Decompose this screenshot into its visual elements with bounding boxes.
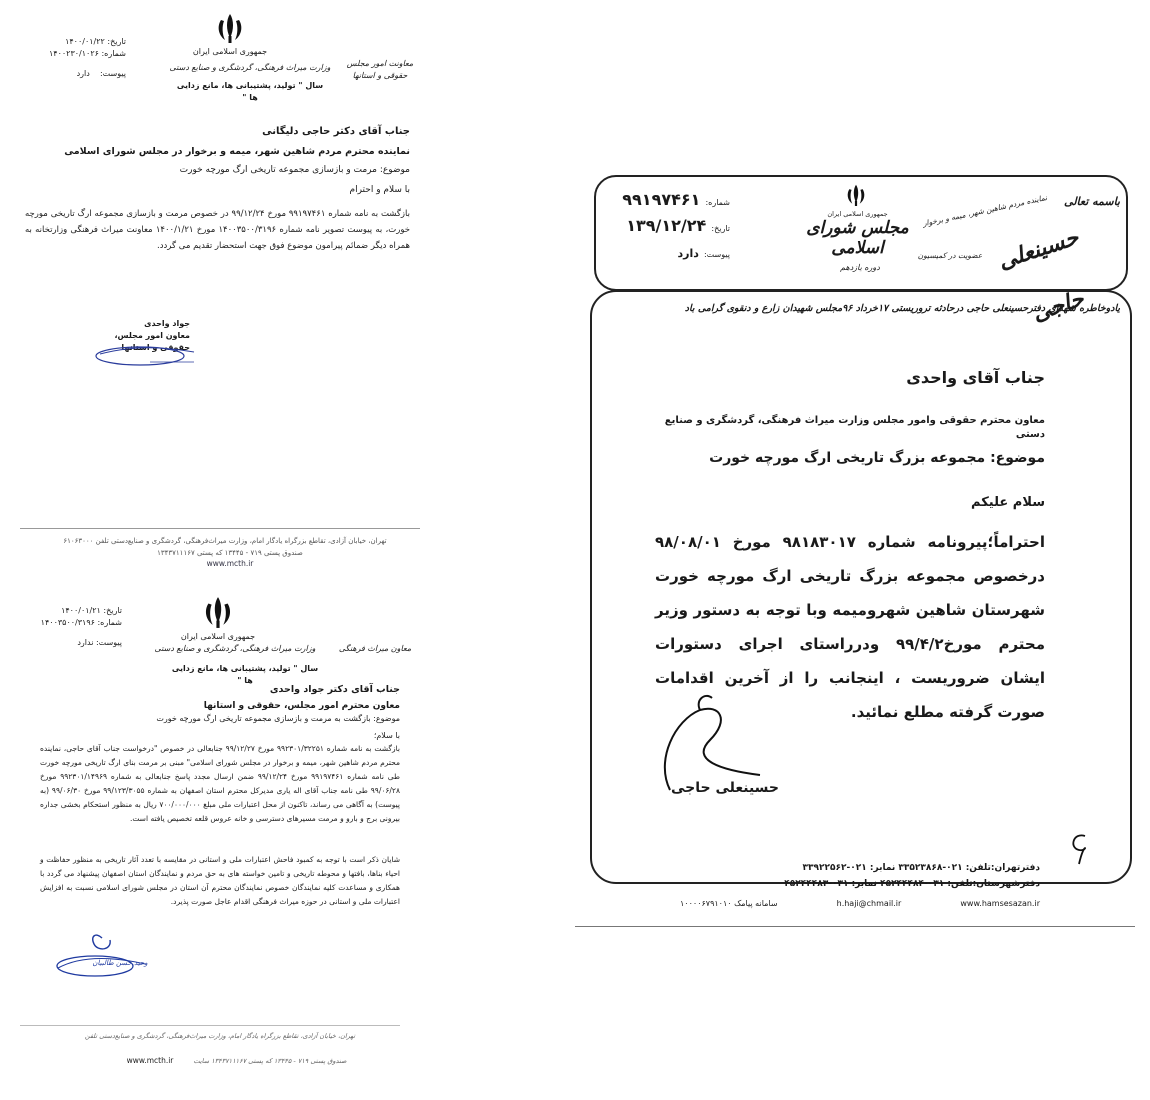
heading-basmala: باسمه تعالی <box>1064 195 1120 208</box>
ministry-title: وزارت میراث فرهنگی، گردشگری و صنایع دستی <box>169 63 331 72</box>
signer-name: جواد واحدی <box>144 319 190 328</box>
footer-tehran: دفترتهران:تلفن: ۰۲۱-۳۳۵۲۳۸۶۸ نمابر: ۰۲۱-۳۳۹۲۲۵۶۲ <box>802 863 1040 873</box>
footer-address: تهران، خیابان آزادی، تقاطع بزرگراه یادگار امام، وزارت میراث‌فرهنگی، گردشگری و صنایع‌دستی تلفن <box>84 1032 356 1040</box>
footer-address: تهران، خیابان آزادی، تقاطع بزرگراه یادگار امام، وزارت میراث‌فرهنگی، گردشگری و صنایع‌دستی تلفن ۶۱۰۶۳۰۰۰ <box>63 537 387 545</box>
year-slogan: سال " تولید، پشتیبانی ها، مانع زدایی ها " <box>176 81 324 102</box>
addressee-role: نماینده محترم مردم شاهین شهر، میمه و برخوار در مجلس شورای اسلامی <box>64 146 410 157</box>
date-label: تاریخ: <box>107 37 126 46</box>
letter-1 <box>0 0 440 580</box>
iran-emblem <box>215 12 245 44</box>
footer-links <box>680 898 1040 910</box>
signer-name: وحید حسن طالبیان <box>92 959 148 967</box>
body-text: احتراماً؛پیرونامه شماره ۹۸۱۸۳۰۱۷ مورخ ۹۸/۰۸/۰۱ درخصوص مجموعه بزرگ تاریخی ارگ مورچه خورت شهرستان شاهین شهرومیمه وبا توجه به دستور وزیر محترم مورخ۹۹/۴/۲ ودرراستای اجرای دستورات ایشان ضروریست ، اینجانب را از آخرین اقدامات صورت گرفته مطلع نمائید. <box>655 533 1046 721</box>
footer-web[interactable]: www.mcth.ir <box>206 559 254 568</box>
addressee-role: معاون محترم امور مجلس، حقوقی و استانها <box>203 701 400 711</box>
body-text: بازگشت به نامه شماره ۹۹۲۳۰۱/۳۲۲۵۱ مورخ ۹۹/۱۲/۲۷ جنابعالی در خصوص "درخواست جناب آقای حاجی، نماینده محترم مردم شاهین شهر، میمه و برخوار در مجلس شورای اسلامی" مبنی بر مرمت بنای ارگ تاریخی مورچه خورت طی نامه شماره ۹۹۱۹۷۴۶۱ مورخ ۹۹/۱۲/۲۴ ضمن ارسال مجدد پاسخ جنابعالی به شماره ۹۹۲۳۰۱/۱۴۹۶۹ مورخ ۹۹/۰۶/۲۸ طی نامه جناب آقای اله یاری مدیرکل محترم استان اصفهان به شماره ۹۹/۱۲۳/۳۰۵۵ مورخ ۹۹/۰۶/۳۰ (به پیوست) به آگاهی می رساند، تاکنون از محل اعتبارات ملی مبلغ ۷۰۰/۰۰۰/۰۰۰ ریال به منظور استحکام بخشی جداره بیرونی برج و بارو و مرمت مسیرهای دسترسی و خانه عروس قلعه تخصیص یافته است. <box>40 744 400 823</box>
handwritten-mark <box>1065 828 1095 868</box>
attachment-label: پیوست: <box>95 638 122 647</box>
republic-title: جمهوری اسلامی ایران <box>180 632 256 641</box>
date-value: ۱۴۰۰/۰۱/۲۲ <box>65 37 105 46</box>
addressee-role: معاون محترم حقوقی وامور مجلس وزارت میراث فرهنگی، گردشگری و صنایع دستی <box>664 415 1045 440</box>
footer-city: دفترشهرستان:تلفن: ۰۳۱-۴۵۲۴۴۴۸۴ نمابر: ۰۳۱-۴۵۲۴۴۴۸۳ <box>784 879 1040 889</box>
addressee: جناب آقای واحدی <box>906 368 1045 387</box>
meta-block <box>16 36 126 80</box>
subject: موضوع: مجموعه بزرگ تاریخی ارگ مورچه خورت <box>709 450 1045 466</box>
sender-role-2: عضویت در کمیسیون <box>917 251 983 260</box>
ministry-title: وزارت میراث فرهنگی، گردشگری و صنایع دستی <box>154 644 316 653</box>
footer-web[interactable]: www.hamsesazan.ir <box>960 899 1040 908</box>
attachment-value: دارد <box>76 69 90 78</box>
signature-1 <box>90 340 200 370</box>
letter3-meta <box>610 190 730 261</box>
majlis-title: مجلس شورای اسلامی <box>806 218 909 258</box>
memorial-line: یادوخاطره شهدای دفترحسینعلی حاجی درحادثه تروریستی ۱۷خرداد ۹۶مجلس شهیدان زارع و دنقوی گرامی باد <box>684 303 1120 314</box>
number-value: ۱۴۰۰۲۳۰/۱۰۲۶ <box>48 49 99 58</box>
number-label: شماره: <box>97 618 122 627</box>
sender-role: نماینده مردم شاهین شهر، میمه و برخوار <box>921 192 1048 229</box>
number-value: ۹۹۱۹۷۴۶۱ <box>622 190 701 209</box>
signer-title: معاون امور مجلس، حقوقی و استانها <box>114 331 190 352</box>
date-value: ۱۴۰۰/۰۱/۲۱ <box>61 606 101 615</box>
attachment-value: دارد <box>677 247 699 260</box>
number-value: ۱۴۰۰۳۵۰۰/۳۱۹۶ <box>40 618 95 627</box>
republic-title: جمهوری اسلامی ایران <box>192 47 268 56</box>
date-label: تاریخ: <box>103 606 122 615</box>
greeting: با سلام؛ <box>373 731 400 740</box>
number-label: شماره: <box>705 198 730 207</box>
subject: موضوع: بازگشت به مرمت و بازسازی مجموعه تاریخی ارگ مورچه خورت <box>156 714 400 723</box>
date-value: ۱۳۹/۱۲/۲۴ <box>626 216 707 235</box>
republic-title: جمهوری اسلامی ایران <box>827 210 888 218</box>
addressee: جناب آقای دکتر حاجی دلیگانی <box>262 126 410 137</box>
year-slogan: سال " تولید، پشتیبانی ها، مانع زدایی ها " <box>171 664 319 685</box>
majlis-term: دوره یازدهم <box>840 263 880 272</box>
meta-block <box>12 605 122 649</box>
iran-emblem <box>202 595 234 629</box>
greeting: سلام علیکم <box>971 495 1045 510</box>
number-label: شماره: <box>101 49 126 58</box>
iran-emblem <box>845 183 867 207</box>
signer-name: حسینعلی حاجی <box>670 780 780 796</box>
greeting: با سلام و احترام <box>349 185 410 195</box>
footer-postal: صندوق پستی ۷۱۹ - ۱۳۴۴۵ که پستی ۱۳۴۳۷۱۱۱۶۷ سایت <box>193 1057 347 1065</box>
footer-web[interactable]: www.mcth.ir <box>126 1056 174 1065</box>
letter-2 <box>0 585 440 1095</box>
attachment-label: پیوست: <box>99 69 126 78</box>
attachment-value: ندارد <box>77 638 94 647</box>
footer-email[interactable]: h.haji@chmail.ir <box>836 899 902 908</box>
addressee: جناب آقای دکتر جواد واحدی <box>269 684 400 695</box>
sender-department: معاونت امور مجلس حقوقی و استانها <box>346 59 414 80</box>
body-text-2: شایان ذکر است با توجه به کمبود فاحش اعتبارات ملی و استانی در مقایسه با تعدد آثار تاریخی به منظور حفاظت و احیاء بناها، بافتها و محوطه تاریخی و تامین خواسته های به حق مردم و نمایندگان استان اصفهان پیشنهاد می گردد با همکاری و مساعدت کلیه نمایندگان خصوص نمایندگان محترم آن استان در مجلس شورای اسلامی نسبت به افزایش اعتبارات ملی و استانی در حوزه میراث فرهنگی اقدام عاجل صورت پذیرد. <box>40 855 400 906</box>
date-label: تاریخ: <box>711 224 730 233</box>
sender-name-calligraphy: حسینعلی حاجی <box>995 225 1088 327</box>
footer-sms: سامانه پیامک ۱۰۰۰۰۶۷۹۱۰۱۰ <box>680 899 778 908</box>
footer-postal: صندوق پستی ۷۱۹ - ۱۳۴۴۵ که پستی ۱۳۴۳۷۱۱۱۶۷ <box>157 549 303 557</box>
body-text: بازگشت به نامه شماره ۹۹۱۹۷۴۶۱ مورخ ۹۹/۱۲/۲۴ در خصوص مرمت و بازسازی مجموعه ارگ تاریخی مورچه خورت، به پیوست تصویر نامه شماره ۱۴۰۰۳۵۰۰/۳۱۹۶ مورخ ۱۴۰۰/۱/۲۱ معاونت میراث فرهنگی وزارتخانه به همراه دیگر ضمائم پیرامون موضوع فوق جهت استحضار تقدیم می گردد. <box>25 209 410 251</box>
subject: موضوع: مرمت و بازسازی مجموعه تاریخی ارگ مورچه خورت <box>179 165 410 175</box>
sender-department: معاون میراث فرهنگی <box>338 644 412 653</box>
attachment-label: پیوست: <box>703 250 730 259</box>
